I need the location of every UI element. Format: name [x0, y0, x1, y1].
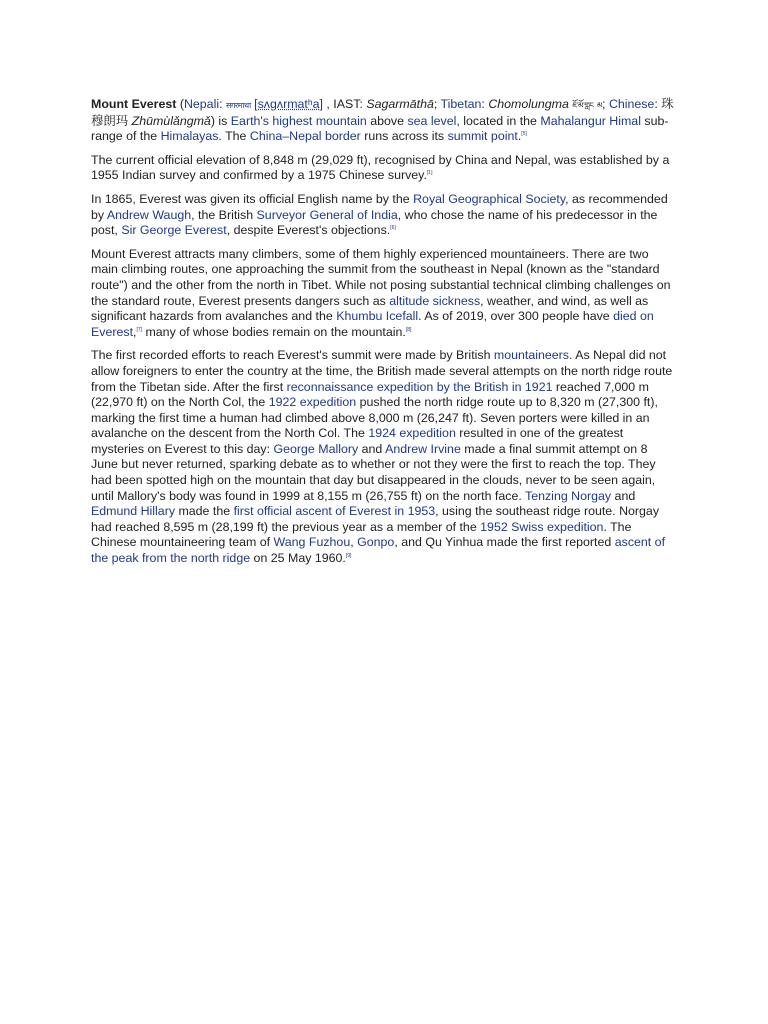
- text-span: many of whose bodies remain on the mountain.: [142, 324, 406, 339]
- pinyin-name: Zhūmùlǎngmǎ: [131, 113, 211, 128]
- text-span: , IAST:: [322, 97, 367, 111]
- text-span: and: [611, 488, 636, 503]
- naming-paragraph: [91, 192, 677, 239]
- text-span: . As Nepal did not allow foreigners to enter the country at the time, the British made several attempts on the north ridge route from the Tibetan side. After the first: [91, 348, 673, 394]
- reconnaissance-link[interactable]: reconnaissance expedition by the British in 1921: [286, 379, 553, 394]
- text-span: on 25 May 1960.: [250, 551, 346, 566]
- wang-fuzhou-link[interactable]: Wang Fuzhou: [273, 535, 351, 550]
- mahalangur-link[interactable]: Mahalangur Himal: [540, 113, 641, 128]
- tibetan-link[interactable]: Tibetan: [440, 97, 482, 111]
- text-span: runs across its: [360, 129, 448, 144]
- citation-link[interactable]: [1]: [426, 170, 433, 177]
- text-span: , using the southeast ridge route. Norgay had reached 8,595 m (28,199 ft) the previous year as a member of the: [91, 504, 660, 534]
- text-span: ;: [433, 97, 441, 111]
- chinese-link[interactable]: Chinese: [608, 97, 655, 111]
- text-span: The first recorded efforts to reach Everest's summit were made by British: [91, 348, 494, 363]
- nepali-link[interactable]: Nepali: [183, 97, 220, 111]
- tibetan-script-2: མ: [596, 101, 603, 110]
- text-span: and: [358, 441, 386, 456]
- text-span: ;: [602, 97, 609, 111]
- elevation-paragraph: [91, 153, 677, 184]
- text-span: ,: [350, 535, 358, 550]
- citation-link[interactable]: [5]: [521, 131, 527, 138]
- text-span: sub-range of the: [91, 113, 669, 144]
- text-span: , the British: [191, 207, 257, 222]
- rgs-link[interactable]: Royal Geographical Society: [413, 191, 566, 206]
- tenzing-norgay-link[interactable]: Tenzing Norgay: [525, 488, 612, 503]
- text-span: above: [366, 113, 408, 128]
- text-span: , who chose the name of his predecessor in the post,: [91, 207, 658, 238]
- text-span: made the: [175, 504, 234, 519]
- andrew-irvine-link[interactable]: Andrew Irvine: [385, 441, 461, 456]
- khumbu-icefall-link[interactable]: Khumbu Icefall: [336, 309, 419, 324]
- citation-link[interactable]: [6]: [390, 225, 396, 232]
- text-span: . The: [218, 129, 250, 144]
- text-span: :: [219, 97, 226, 111]
- tibetan-name: Chomolungma: [488, 97, 569, 111]
- text-span: (: [176, 97, 184, 111]
- history-paragraph: [91, 348, 677, 566]
- highest-mountain-link[interactable]: Earth's highest mountain: [230, 113, 367, 128]
- text-span: . The Chinese mountaineering team of: [91, 519, 632, 550]
- article-body: [91, 97, 677, 575]
- citation-link[interactable]: [7]: [136, 326, 143, 333]
- text-span: :: [481, 97, 489, 111]
- intro-paragraph: [91, 97, 677, 145]
- text-span: . As of 2019, over 300 people have: [418, 309, 614, 324]
- edmund-hillary-link[interactable]: Edmund Hillary: [91, 504, 176, 519]
- gonpo-link[interactable]: Gonpo: [357, 535, 395, 550]
- george-everest-link[interactable]: Sir George Everest: [121, 223, 227, 238]
- text-span: Mount Everest attracts many climbers, some of them highly experienced mountaineers. There are two main climbing routes, one approaching the summit from the southeast in Nepal (known as the "standard route") and the other from the north in Tibet. While not posing substantial technical climbing challenges on the standard route, Everest presents dangers such as: [91, 246, 671, 308]
- summit-point-link[interactable]: summit point: [447, 129, 518, 144]
- climbing-paragraph: [91, 247, 677, 341]
- surveyor-general-link[interactable]: Surveyor General of India: [256, 207, 398, 222]
- text-span: reached 7,000 m (22,970 ft) on the North Col, the: [91, 379, 649, 410]
- nepali-script: सगरमाथा: [225, 101, 251, 110]
- text-span: In 1865, Everest was given its official English name by the: [91, 191, 414, 206]
- andrew-waugh-link[interactable]: Andrew Waugh: [106, 207, 192, 222]
- first-ascent-link[interactable]: first official ascent of Everest in 1953: [233, 504, 436, 519]
- text-span: : 珠穆朗玛: [91, 97, 674, 128]
- sea-level-link[interactable]: sea level: [407, 113, 457, 128]
- text-span: , weather, and wind, as well as significant hazards from avalanches and the: [91, 293, 649, 324]
- george-mallory-link[interactable]: George Mallory: [273, 441, 359, 456]
- himalayas-link[interactable]: Himalayas: [160, 129, 219, 144]
- citation-link[interactable]: [9]: [345, 552, 352, 559]
- border-link[interactable]: China–Nepal border: [249, 129, 361, 144]
- expedition-1924-link[interactable]: 1924 expedition: [368, 426, 456, 441]
- text-span: pushed the north ridge route up to 8,320 m (27,300 ft), marking the first time a human had climbed above 8,000 m (26,247 ft). Seven porters were killed in an avalanche on the descent from the North Col. The: [91, 395, 658, 441]
- text-span: , despite Everest's objections.: [226, 223, 391, 238]
- ipa-link[interactable]: [sʌɡʌrmatʰa]: [254, 97, 323, 111]
- elevation-text: The current official elevation of 8,848 m (29,029 ft), recognised by China and Nepal, was established by a 1955 Indian survey and confirmed by a 1975 Chinese survey.: [91, 152, 670, 183]
- text-span: , and Qu Yinhua made the first reported: [394, 535, 615, 550]
- citation-link[interactable]: [8]: [405, 326, 412, 333]
- text-span: .: [517, 129, 522, 144]
- altitude-sickness-link[interactable]: altitude sickness: [389, 293, 481, 308]
- swiss-expedition-link[interactable]: 1952 Swiss expedition: [480, 519, 604, 534]
- died-on-everest-link[interactable]: died on Everest: [91, 309, 654, 339]
- expedition-1922-link[interactable]: 1922 expedition: [268, 395, 357, 410]
- text-span: ) is: [210, 113, 231, 128]
- text-span: resulted in one of the greatest mysteries on Everest to this day:: [91, 426, 624, 456]
- iast-name: Sagarmāthā: [366, 97, 434, 111]
- tibetan-script: ཇོ་མོ་གླང: [572, 101, 594, 110]
- text-span: , as recommended by: [91, 191, 668, 222]
- text-span: ,: [133, 324, 137, 339]
- article-title: Mount Everest: [91, 97, 177, 111]
- mountaineers-link[interactable]: mountaineers: [493, 348, 569, 363]
- text-span: , located in the: [456, 113, 541, 128]
- north-ridge-ascent-link[interactable]: ascent of the peak from the north ridge: [91, 535, 666, 566]
- text-span: made a final summit attempt on 8 June but never returned, sparking debate as to whether or not they were the first to reach the top. They had been spotted high on the mountain that day but disappeared in the clouds, never to be seen again, until Mallory's body was found in 1999 at 8,155 m (26,755 ft) on the north face.: [91, 441, 656, 503]
